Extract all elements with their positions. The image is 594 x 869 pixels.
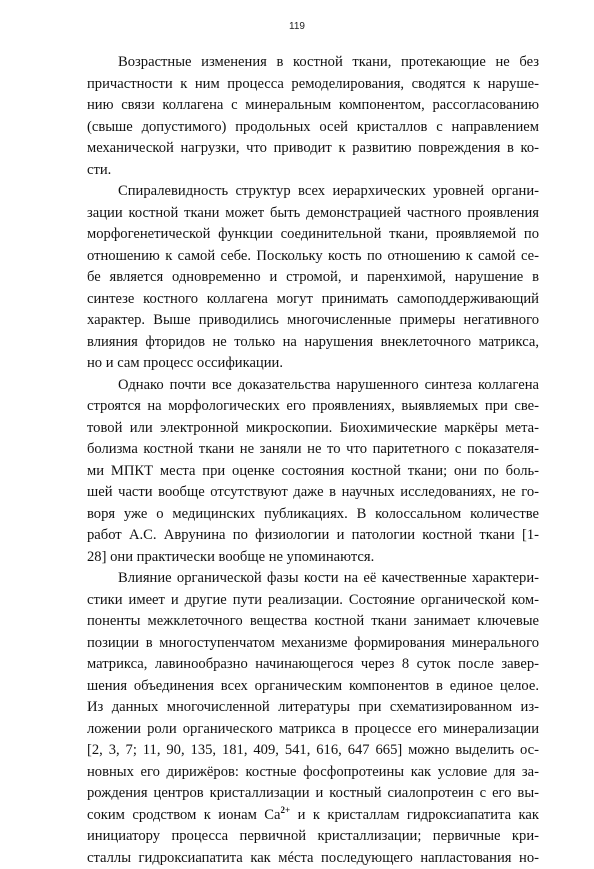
text-line: инициатору процесса первичной кристаллизации; первичные кри-: [87, 826, 539, 848]
text-line: сти.: [87, 160, 539, 182]
text-line: шей части вообще отсутствуют даже в научных исследованиях, не го-: [87, 482, 539, 504]
text-line: 28] они практически вообще не упоминаются.: [87, 547, 539, 569]
text-line: болизма костной ткани не заняли не то что паритетного с показателя-: [87, 439, 539, 461]
body-text: [87, 52, 539, 869]
text-line: Спиралевидность структур всех иерархических уровней органи-: [87, 181, 539, 203]
text-line: влияния фторидов не только на нарушения внеклеточного матрикса,: [87, 332, 539, 354]
text-line: новных его дирижёров: костные фосфопротеины как условие для за-: [87, 762, 539, 784]
text-line: отношению к самой себе. Поскольку кость по отношению к самой се-: [87, 246, 539, 268]
text-line: нию связи коллагена с минеральным компонентом, рассогласованию: [87, 95, 539, 117]
text-segment: соким сродством к ионам Ca: [87, 807, 281, 823]
text-line: синтезе костного коллагена могут принимать самоподдерживающий: [87, 289, 539, 311]
text-line: рождения центров кристаллизации и костный сиалопротеин с его вы-: [87, 783, 539, 805]
text-line: строятся на морфологических его проявлениях, выявляемых при све-: [87, 396, 539, 418]
text-line: Из данных многочисленной литературы при схематизированном из-: [87, 697, 539, 719]
text-line: [2, 3, 7; 11, 90, 135, 181, 409, 541, 616, 647 665] можно выделить ос-: [87, 740, 539, 762]
paragraph-3: [87, 375, 539, 569]
text-line: воря уже о медицинских публикациях. В колоссальном количестве: [87, 504, 539, 526]
text-line: позиции в многоступенчатом механизме формирования минерального: [87, 633, 539, 655]
text-line: шения объединения всех органическим компонентов в единое целое.: [87, 676, 539, 698]
paragraph-1: [87, 52, 539, 181]
text-line: (свыше допустимого) продольных осей кристаллов с направлением: [87, 117, 539, 139]
text-line: Возрастные изменения в костной ткани, протекающие не без: [87, 52, 539, 74]
text-line: зации костной ткани может быть демонстрацией частного проявления: [87, 203, 539, 225]
text-line: товой или электронной микроскопии. Биохимические маркёры мета-: [87, 418, 539, 440]
page-number: 119: [0, 21, 594, 33]
text-line: морфогенетической функции соединительной ткани, проявляемой по: [87, 224, 539, 246]
text-line: поненты межклеточного вещества костной ткани занимает ключевые: [87, 611, 539, 633]
text-line: бе является одновременно и стромой, и паренхимой, нарушение в: [87, 267, 539, 289]
paragraph-2: [87, 181, 539, 375]
text-line: ми МПКТ места при оценке состояния костной ткани; они по боль-: [87, 461, 539, 483]
text-line: но и сам процесс оссификации.: [87, 353, 539, 375]
text-line: работ А.С. Аврунина по физиологии и патологии костной ткани [1-: [87, 525, 539, 547]
text-line: стики имеет и другие пути реализации. Состояние органической ком-: [87, 590, 539, 612]
text-line: матрикса, лавинообразно начинающегося через 8 суток после завер-: [87, 654, 539, 676]
text-segment: и к кристаллам гидроксиапатита как: [290, 807, 539, 823]
text-line: причастности к ним процесса ремоделирования, сводятся к наруше-: [87, 74, 539, 96]
text-line: ложении роли органического матрикса в процессе его минерализации: [87, 719, 539, 741]
superscript-charge: 2+: [281, 805, 291, 815]
text-line: характер. Выше приводились многочисленные примеры негативного: [87, 310, 539, 332]
paragraph-4: [87, 568, 539, 869]
text-line: механической нагрузки, что приводит к развитию повреждения в ко-: [87, 138, 539, 160]
text-line: Однако почти все доказательства нарушенного синтеза коллагена: [87, 375, 539, 397]
text-line: Влияние органической фазы кости на её качественные характери-: [87, 568, 539, 590]
text-line: сталлы гидроксиапатита как мéста последующего напластования но-: [87, 848, 539, 869]
text-line-ca: [87, 805, 539, 827]
